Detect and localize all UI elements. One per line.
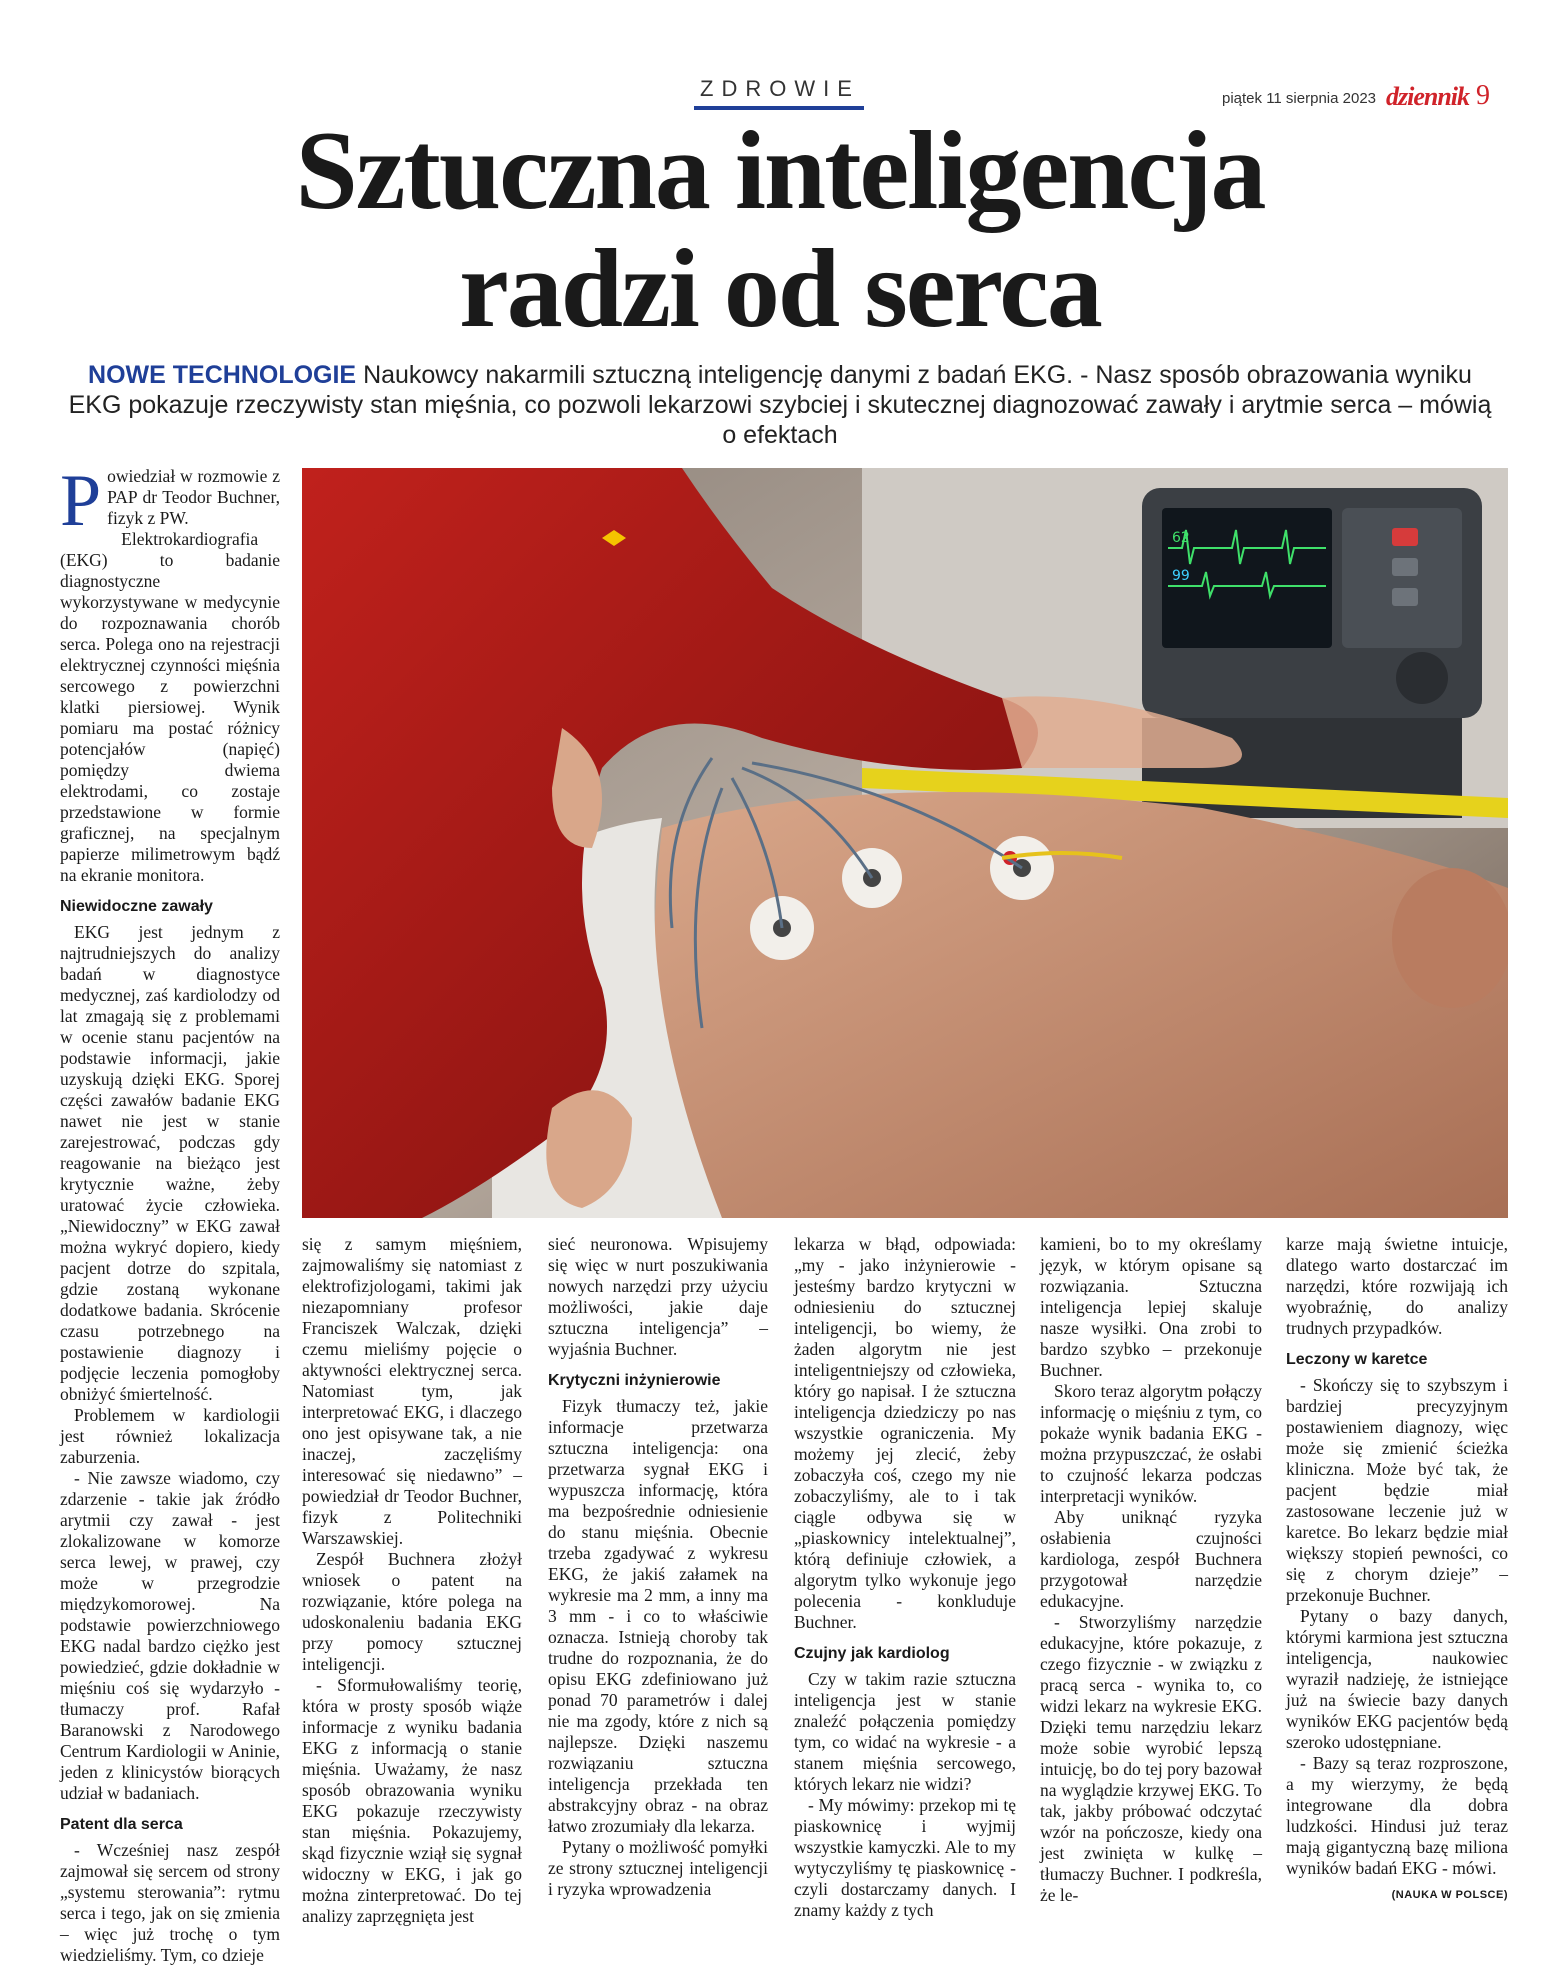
paragraph: lekarza w błąd, odpowiada: „my - jako inżynierowie - jesteśmy bardzo krytyczni w odniesieniu do sztucznej inteligencji, bo wiemy, że żaden algorytm nie jest inteligentniejszy od człowieka, który go napisał. I że sztuczna inteligencja dziedziczy po nas wszystkie ograniczenia. My możemy jej zlecić, żeby zobaczyła coś, czego my nie zobaczyliśmy, ale to i tak ciągle odbywa się w „piaskownicy intelektualnej”, którą definiuje człowiek, a algorytm tylko wykonuje jego polecenia - konkluduje Buchner. [794,1234,1016,1632]
paragraph: - Sformułowaliśmy teorię, która w prosty sposób wiąże informacje z wyniku badania EKG z informacją o stanie mięśnia. Uważamy, że nasz sposób obrazowania wyniku EKG pokazuje rzeczywisty stan mięśnia. Pokazujemy, skąd fizycznie wziął się sygnał widoczny w EKG, i jak go można zinterpretować. Do tej analizy zaprzęgnięta jest [302,1675,522,1926]
paragraph: karze mają świetne intuicje, dlatego warto dostarczać im narzędzi, które rozwijają ich wyobraźnię, do analizy trudnych przypadków. [1286,1234,1508,1338]
paragraph: Aby uniknąć ryzyka osłabienia czujności kardiologa, zespół Buchnera przygotował narzędzie edukacyjne. [1040,1507,1262,1611]
section-label: ZDROWIE [700,76,860,101]
subheading: Krytyczni inżynierowie [548,1372,721,1389]
ekg-monitor [1142,488,1482,818]
paragraph: Skoro teraz algorytm połączy informację o mięśniu z tym, co pokaże wynik badania EKG - można przypuszczać, że osłabi to czujność lekarza podczas interpretacji wyników. [1040,1381,1262,1506]
headline-line-2: radzi od serca [459,227,1101,351]
paragraph: - Bazy są teraz rozproszone, a my wierzymy, że będą integrowane dla dobra ludzkości. Hindusi już teraz mają gigantyczną bazę miliona wyników badań EKG - mówi. [1286,1753,1508,1878]
paragraph: się z samym mięśniem, zajmowaliśmy się natomiast z elektrofizjologami, takimi jak niezapomniany profesor Franciszek Walczak, dzięki czemu mieliśmy pojęcie o aktywności elektrycznej serca. Natomiast tym, jak interpretować EKG, i dlaczego ono jest opisywane tak, a nie inaczej, zaczęliśmy interesować się niedawno” – powiedział dr Teodor Buchner, fizyk z Politechniki Warszawskiej. [302,1234,522,1548]
paragraph: - My mówimy: przekop mi tę piaskownicę i wyjmij wszystkie kamyczki. Ale to my wytyczyliśmy tę piaskownicę - czyli dostarczamy danych. I znamy każdy z tych [794,1795,1016,1920]
newspaper-logo: dziennik [1386,82,1470,111]
paragraph: EKG jest jednym z najtrudniejszych do analizy badań w diagnostyce medycznej, zaś kardiolodzy od lat zmagają się z problemami w ocenie stanu pacjentów na podstawie informacji, jakie uzyskują dzięki EKG. Sporej części zawałów badanie EKG nawet nie jest w stanie zarejestrować, podczas gdy reagowanie na bieżąco jest krytycznie ważne, żeby uratować życie człowieka. „Niewidoczny” w EKG zawał można wykryć dopiero, kiedy pacjent dotrze do szpitala, gdzie zostaną wykonane dodatkowe badania. Skrócenie czasu potrzebnego na postawienie diagnozy i podjęcie leczenia pomogłoby obniżyć śmiertelność. [60,922,280,1404]
issue-date: piątek 11 sierpnia 2023 [1222,90,1376,107]
paragraph: Zespół Buchnera złożył wniosek o patent na rozwiązanie, które polega na udoskonaleniu badania EKG przy pomocy sztucznej inteligencji. [302,1549,522,1674]
source-credit: (NAUKA W POLSCE) [1391,1889,1508,1901]
headline [150,109,1410,351]
paragraph: kamieni, bo to my określamy język, w którym opisane są rozwiązania. Sztuczna inteligencja lepiej skaluje nasze wysiłki. Ona zrobi to bardzo szybko – przekonuje Buchner. [1040,1234,1262,1380]
lead-text: Naukowcy nakarmili sztuczną inteligencję danymi z badań EKG. - Nasz sposób obrazowania wyniku EKG pokazuje rzeczywisty stan mięśnia, co pozwoli lekarzowi szybciej i skutecznej diagnozować zawały i arytmie serca – mówią o efektach [68,361,1492,449]
article-column-4 [794,1234,1016,1921]
drop-cap: P [60,460,102,542]
paragraph: Problemem w kardiologii jest również lokalizacja zaburzenia. [60,1405,280,1467]
paragraph: sieć neuronowa. Wpisujemy się więc w nurt poszukiwania nowych narzędzi przy użyciu możliwości, jakie daje sztuczna inteligencja” – wyjaśnia Buchner. [548,1234,768,1359]
subheading: Leczony w karetce [1286,1351,1428,1368]
paragraph: - Nie zawsze wiadomo, czy zdarzenie - takie jak źródło arytmii czy zawał - jest zlokalizowane w komorze serca lewej, w prawej, czy może w przegrodzie międzykomorowej. Na podstawie powierzchniowego EKG nadal bardzo ciężko jest powiedzieć, gdzie dokładnie w mięśniu coś się wydarzyło - tłumaczy prof. Rafał Baranowski z Narodowego Centrum Kardiologii w Aninie, jeden z klinicystów biorących udział w badaniach. [60,1468,280,1803]
subheading: Niewidoczne zawały [60,898,213,915]
article-column-2 [302,1234,522,1927]
paragraph: Fizyk tłumaczy też, jakie informacje przetwarza sztuczna inteligencja: ona przetwarza sygnał EKG i wypuszcza informację, która ma bezpośrednie odniesienie do stanu mięśnia. Obecnie trzeba zgadywać z wykresu EKG, że jakiś załamek na wykresie ma 2 mm, a inny ma 3 mm - i co to właściwie oznacza. Istnieją choroby tak trudne do rozpoznania, że do opisu EKG zdefiniowano już ponad 70 parametrów i dalej nie ma zgody, które z nich są najlepsze. Dzięki naszemu rozwiązaniu sztuczna inteligencja przekłada ten abstrakcyjny obraz - na obraz łatwo zrozumiały dla lekarza. [548,1396,768,1836]
article-column-5 [1040,1234,1262,1906]
paragraph: - Skończy się to szybszym i bardziej precyzyjnym postawieniem diagnozy, więc może się zmienić ścieżka kliniczna. Może być tak, że pacjent będzie miał zastosowane leczenie już w karetce. Bo lekarz będzie miał większy stopień pewności, co się z chorym dzieje” – przekonuje Buchner. [1286,1375,1508,1605]
monitor-reading-2: 99 [1172,568,1190,584]
subheading: Patent dla serca [60,1816,183,1833]
article-column-3 [548,1234,768,1900]
article-column-6 [1286,1234,1508,1906]
paragraph: Pytany o możliwość pomyłki ze strony sztucznej inteligencji i ryzyka wprowadzenia [548,1837,768,1899]
page-number: 9 [1476,80,1490,111]
paragraph: Czy w takim razie sztuczna inteligencja jest w stanie znaleźć połączenia pomiędzy tym, co widać na wykresie - a stanem mięśnia sercowego, których lekarz nie widzi? [794,1669,1016,1794]
lead-kicker: NOWE TECHNOLOGIE [88,361,357,389]
paragraph: - Wcześniej nasz zespół zajmował się sercem od strony „systemu sterowania”: rytmu serca i tego, jak on się zmienia – więc już trochę o tym wiedzieliśmy. Tym, co dzieje [60,1840,280,1965]
article-photo [302,468,1508,1218]
ekg-scene-illustration [302,468,1508,1218]
headline-line-1: Sztuczna inteligencja [295,109,1265,233]
monitor-reading-1: 62 [1172,530,1190,546]
paragraph: - Stworzyliśmy narzędzie edukacyjne, które pokazuje, z czego fizycznie - w związku z pracą serca - wynika to, co widzi lekarz na wykresie EKG. Dzięki temu narzędziu lekarz może sobie wyrobić lepszą intuicję, bo do tej pory bazował na wyglądzie krzywej EKG. To tak, jakby próbować odczytać wzór na pończosze, kiedy ona jest zwinięta w kulkę – tłumaczy Buchner. I podkreśla, że le- [1040,1612,1262,1905]
paragraph: Elektrokardiografia (EKG) to badanie diagnostyczne wykorzystywane w medycynie do rozpoznawania chorób serca. Polega ono na rejestracji elektrycznej czynności mięśnia sercowego z powierzchni klatki piersiowej. Wynik pomiaru ma postać różnicy potencjałów (napięć) pomiędzy dwiema elektrodami, co zostaje przedstawione w formie graficznej, na specjalnym papierze milimetrowym bądź na ekranie monitora. [60,529,280,885]
subheading: Czujny jak kardiolog [794,1645,950,1662]
paragraph: Pytany o bazy danych, którymi karmiona jest sztuczna inteligencja, naukowiec wyraził nadzieję, że istniejące już na świecie bazy danych wyników EKG pacjentów będą szeroko udostępniane. [1286,1606,1508,1752]
article-column-1 [60,460,280,1966]
lead-paragraph [60,360,1500,450]
paragraph: owiedział w rozmowie z PAP dr Teodor Buchner, fizyk z PW. [107,466,280,528]
